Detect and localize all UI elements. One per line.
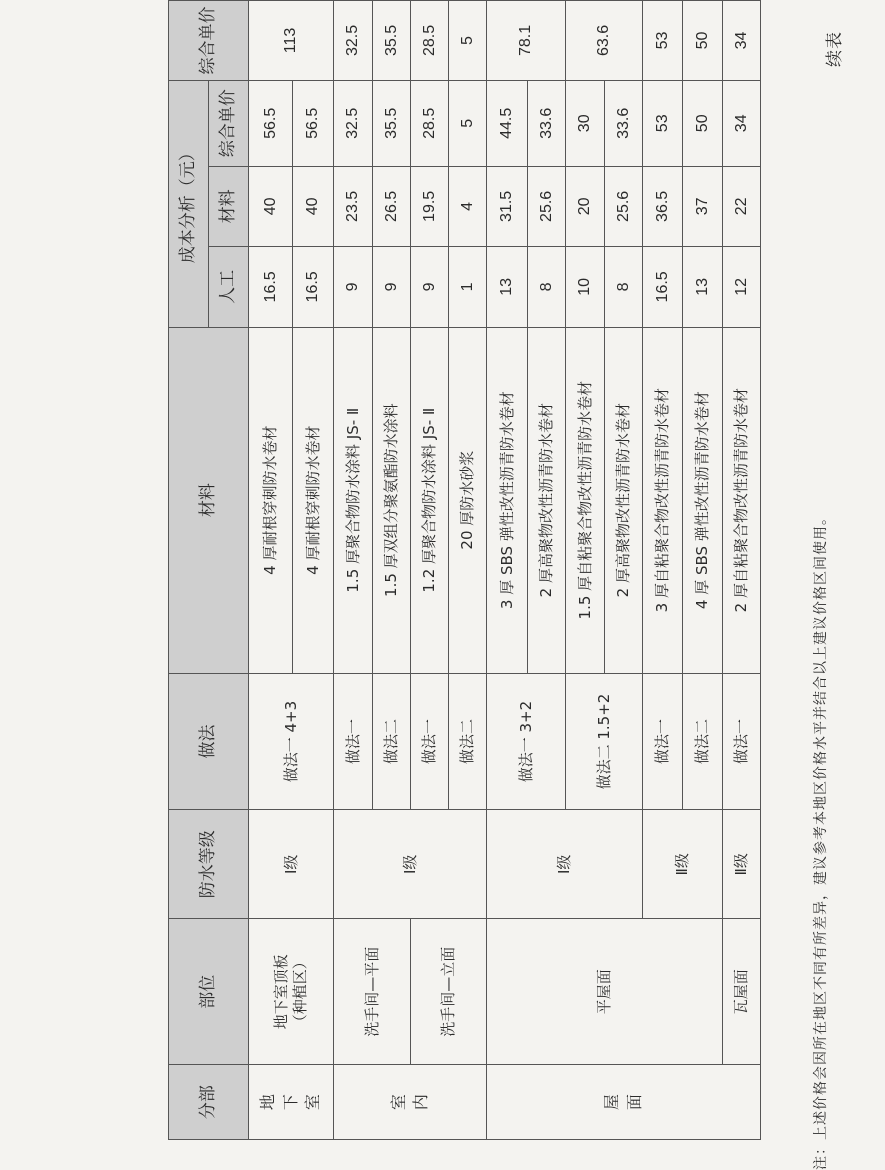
header-mat: 材料 bbox=[209, 166, 249, 247]
subtotal-cell: 50 bbox=[683, 80, 723, 166]
labor-cell: 9 bbox=[334, 247, 373, 328]
material-cell: 4 厚耐根穿刺防水卷材 bbox=[249, 327, 293, 673]
header-subtotal: 综合单价 bbox=[209, 80, 249, 166]
labor-cell: 16.5 bbox=[249, 247, 293, 328]
material-cell: 2 厚自粘聚合物改性沥青防水卷材 bbox=[723, 327, 761, 673]
mat-cell: 23.5 bbox=[334, 166, 373, 247]
subtotal-cell: 35.5 bbox=[373, 80, 411, 166]
subtotal-cell: 33.6 bbox=[528, 80, 566, 166]
header-location: 部位 bbox=[169, 919, 249, 1065]
method-wall-2: 做法二 bbox=[449, 673, 487, 810]
table-row bbox=[411, 1, 449, 1140]
location-wash-floor: 洗手间—平面 bbox=[334, 919, 411, 1065]
labor-cell: 8 bbox=[528, 247, 566, 328]
mat-cell: 36.5 bbox=[643, 166, 683, 247]
header-material: 材料 bbox=[169, 327, 249, 673]
table-row bbox=[249, 1, 293, 1140]
method-flat2-1: 做法一 bbox=[643, 673, 683, 810]
material-cell: 4 厚耐根穿刺防水卷材 bbox=[293, 327, 334, 673]
method-floor-2: 做法二 bbox=[373, 673, 411, 810]
mat-cell: 20 bbox=[566, 166, 605, 247]
unit-price-flat2-2: 50 bbox=[683, 1, 723, 81]
cost-table bbox=[168, 0, 761, 1140]
mat-cell: 25.6 bbox=[528, 166, 566, 247]
labor-cell: 8 bbox=[605, 247, 643, 328]
unit-price-flat2-1: 53 bbox=[643, 1, 683, 81]
method-roof-1: 做法一 3+2 bbox=[487, 673, 566, 810]
location-basement-roof-line1: 地下室顶板 bbox=[272, 954, 291, 1030]
mat-cell: 4 bbox=[449, 166, 487, 247]
mat-cell: 26.5 bbox=[373, 166, 411, 247]
mat-cell: 19.5 bbox=[411, 166, 449, 247]
method-wall-1: 做法一 bbox=[411, 673, 449, 810]
labor-cell: 16.5 bbox=[293, 247, 334, 328]
grade-roof-1: Ⅰ级 bbox=[487, 810, 643, 919]
material-cell: 1.2 厚聚合物防水涂料 JS- Ⅱ bbox=[411, 327, 449, 673]
labor-cell: 10 bbox=[566, 247, 605, 328]
labor-cell: 9 bbox=[411, 247, 449, 328]
subtotal-cell: 30 bbox=[566, 80, 605, 166]
location-basement-roof-line2: （种植区） bbox=[291, 954, 309, 1030]
material-cell: 1.5 厚双组分聚氨酯防水涂料 bbox=[373, 327, 411, 673]
table-row bbox=[723, 1, 761, 1140]
category-indoor bbox=[334, 1065, 487, 1140]
grade-roof-2: Ⅱ级 bbox=[643, 810, 723, 919]
mat-cell: 37 bbox=[683, 166, 723, 247]
location-basement-roof bbox=[249, 919, 334, 1065]
method-tile-1: 做法一 bbox=[723, 673, 761, 810]
unit-price-floor-2: 35.5 bbox=[373, 1, 411, 81]
labor-cell: 12 bbox=[723, 247, 761, 328]
material-cell: 4 厚 SBS 弹性改性沥青防水卷材 bbox=[683, 327, 723, 673]
header-labor: 人工 bbox=[209, 247, 249, 328]
category-roof-text: 屋 面 bbox=[602, 1094, 644, 1111]
method-roof-2: 做法二 1.5+2 bbox=[566, 673, 643, 810]
labor-cell: 9 bbox=[373, 247, 411, 328]
mat-cell: 40 bbox=[249, 166, 293, 247]
material-cell: 20 厚防水砂浆 bbox=[449, 327, 487, 673]
subtotal-cell: 5 bbox=[449, 80, 487, 166]
method-flat2-2: 做法二 bbox=[683, 673, 723, 810]
labor-cell: 13 bbox=[683, 247, 723, 328]
subtotal-cell: 56.5 bbox=[293, 80, 334, 166]
header-unit-price: 综合单价 bbox=[169, 1, 249, 81]
material-cell: 3 厚 SBS 弹性改性沥青防水卷材 bbox=[487, 327, 528, 673]
category-indoor-text: 室 内 bbox=[388, 1094, 430, 1111]
location-tile-roof: 瓦屋面 bbox=[723, 919, 761, 1065]
unit-price-roof-2: 63.6 bbox=[566, 1, 643, 81]
subtotal-cell: 56.5 bbox=[249, 80, 293, 166]
unit-price-tile-1: 34 bbox=[723, 1, 761, 81]
grade-tile: Ⅱ级 bbox=[723, 810, 761, 919]
method-floor-1: 做法一 bbox=[334, 673, 373, 810]
mat-cell: 22 bbox=[723, 166, 761, 247]
material-cell: 3 厚自粘聚合物改性沥青防水卷材 bbox=[643, 327, 683, 673]
header-grade: 防水等级 bbox=[169, 810, 249, 919]
mat-cell: 25.6 bbox=[605, 166, 643, 247]
header-method: 做法 bbox=[169, 673, 249, 810]
subtotal-cell: 53 bbox=[643, 80, 683, 166]
unit-price-wall-1: 28.5 bbox=[411, 1, 449, 81]
header-category: 分部 bbox=[169, 1065, 249, 1140]
header-cost-group: 成本分析（元） bbox=[169, 80, 209, 327]
material-cell: 2 厚高聚物改性沥青防水卷材 bbox=[528, 327, 566, 673]
subtotal-cell: 44.5 bbox=[487, 80, 528, 166]
mat-cell: 40 bbox=[293, 166, 334, 247]
labor-cell: 13 bbox=[487, 247, 528, 328]
subtotal-cell: 33.6 bbox=[605, 80, 643, 166]
table-row bbox=[487, 1, 528, 1140]
grade-indoor: Ⅰ级 bbox=[334, 810, 487, 919]
grade-basement: Ⅰ级 bbox=[249, 810, 334, 919]
footnote: 注：上述价格会因所在地区不同有所差异，建议参考本地区价格水平并结合以上建议价格区间使用。 bbox=[813, 510, 829, 1170]
subtotal-cell: 32.5 bbox=[334, 80, 373, 166]
method-basement: 做法一 4+3 bbox=[249, 673, 334, 810]
category-roof bbox=[487, 1065, 761, 1140]
category-basement bbox=[249, 1065, 334, 1140]
location-flat-roof: 平屋面 bbox=[487, 919, 723, 1065]
labor-cell: 16.5 bbox=[643, 247, 683, 328]
subtotal-cell: 28.5 bbox=[411, 80, 449, 166]
location-wash-wall: 洗手间—立面 bbox=[411, 919, 487, 1065]
labor-cell: 1 bbox=[449, 247, 487, 328]
continued-label: 续表 bbox=[825, 31, 845, 67]
unit-price-floor-1: 32.5 bbox=[334, 1, 373, 81]
material-cell: 1.5 厚自粘聚合物改性沥青防水卷材 bbox=[566, 327, 605, 673]
unit-price-roof-1: 78.1 bbox=[487, 1, 566, 81]
header-row bbox=[169, 1, 209, 1140]
mat-cell: 31.5 bbox=[487, 166, 528, 247]
category-basement-text: 地 下 室 bbox=[258, 1094, 323, 1111]
unit-price-wall-2: 5 bbox=[449, 1, 487, 81]
material-cell: 1.5 厚聚合物防水涂料 JS- Ⅱ bbox=[334, 327, 373, 673]
unit-price-basement: 113 bbox=[249, 1, 334, 81]
table-row bbox=[334, 1, 373, 1140]
subtotal-cell: 34 bbox=[723, 80, 761, 166]
material-cell: 2 厚高聚物改性沥青防水卷材 bbox=[605, 327, 643, 673]
